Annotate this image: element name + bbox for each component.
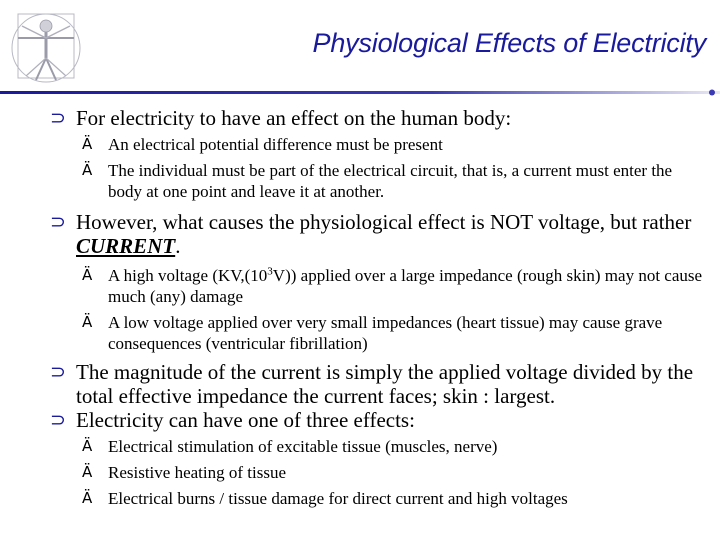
sub-bullet-text: The individual must be part of the electrical circuit, that is, a current must enter the body at one point and leave it at another. xyxy=(108,161,673,201)
bullet-text-end: . xyxy=(175,234,181,258)
sub-bullet-icon: Ä xyxy=(82,313,93,331)
slide-title: Physiological Effects of Electricity xyxy=(312,28,706,58)
sub-bullet-icon: Ä xyxy=(82,266,93,284)
sub-bullet-text: Resistive heating of tissue xyxy=(108,463,287,482)
sub-bullet-text-cont: V)) applied over a large impedance (rough skin) may not cause much (any) damage xyxy=(108,266,703,306)
vitruvian-man-logo xyxy=(4,4,84,86)
bullet-text: The magnitude of the current is simply the applied voltage divided by the total effective impedance the current faces; skin : largest. xyxy=(76,360,694,408)
sub-bullet-item xyxy=(82,160,710,202)
sub-bullet-item xyxy=(82,312,710,354)
sub-bullet-text: A high voltage (KV,(10 xyxy=(108,266,268,285)
sub-bullet-item xyxy=(82,462,710,483)
arrow-bullet-icon: ⊃ xyxy=(50,409,66,431)
sub-bullet-text: An electrical potential difference must be present xyxy=(108,135,443,154)
sub-bullet-item xyxy=(82,436,710,457)
bullet-list xyxy=(50,106,710,509)
arrow-bullet-icon: ⊃ xyxy=(50,361,66,383)
sub-bullet-icon: Ä xyxy=(82,161,93,179)
superscript: 3 xyxy=(267,265,273,278)
sub-bullet-item xyxy=(82,488,710,509)
title-divider xyxy=(0,88,720,104)
sub-bullet-icon: Ä xyxy=(82,437,93,455)
bullet-item xyxy=(50,360,710,408)
sub-bullet-icon: Ä xyxy=(82,135,93,153)
sub-bullet-item xyxy=(82,134,710,155)
sub-bullet-text: Electrical stimulation of excitable tissue (muscles, nerve) xyxy=(108,437,498,456)
current-emphasis: CURRENT xyxy=(76,234,176,258)
bullet-item xyxy=(50,210,710,258)
sub-bullet-item xyxy=(82,265,710,307)
sub-bullet-icon: Ä xyxy=(82,489,93,507)
sub-bullet-icon: Ä xyxy=(82,463,93,481)
arrow-bullet-icon: ⊃ xyxy=(50,107,66,129)
bullet-item xyxy=(50,408,710,432)
sub-bullet-text: A low voltage applied over very small impedances (heart tissue) may cause grave consequences (ventricular fibrillation) xyxy=(108,313,663,353)
bullet-item xyxy=(50,106,710,130)
bullet-text: For electricity to have an effect on the human body: xyxy=(76,106,512,130)
arrow-bullet-icon: ⊃ xyxy=(50,211,66,233)
bullet-text: However, what causes the physiological effect is NOT voltage, but rather xyxy=(76,210,692,234)
sub-bullet-text: Electrical burns / tissue damage for direct current and high voltages xyxy=(108,489,568,508)
bullet-text: Electricity can have one of three effects: xyxy=(76,408,415,432)
